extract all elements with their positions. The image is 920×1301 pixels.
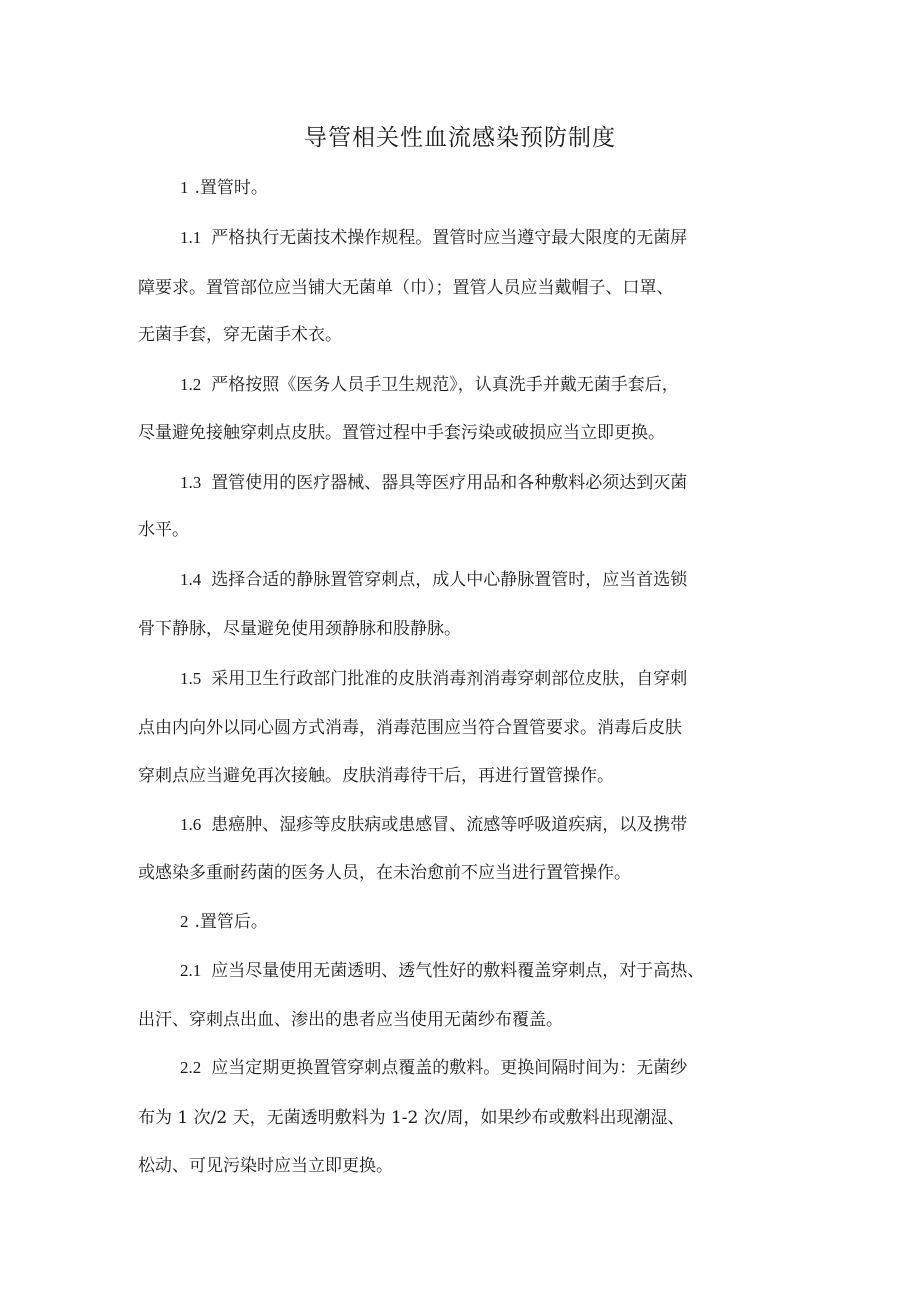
item-text: 应当定期更换置管穿刺点覆盖的敷料。更换间隔时间为：无菌纱: [211, 1058, 688, 1078]
item-text: 选择合适的静脉置管穿刺点，成人中心静脉置管时，应当首选锁: [211, 570, 688, 590]
section-heading: [180, 910, 268, 934]
section-number: 2: [180, 912, 189, 931]
paragraph-line: [180, 568, 687, 592]
item-text: 采用卫生行政部门批准的皮肤消毒剂消毒穿刺部位皮肤，自穿刺: [211, 669, 688, 689]
section-heading: [180, 176, 268, 200]
paragraph-line: [180, 1056, 687, 1080]
item-number: 1.2: [180, 375, 202, 394]
item-text: 严格按照《医务人员手卫生规范》，认真洗手并戴无菌手套后，: [211, 375, 679, 395]
item-text: 严格执行无菌技术操作规程。置管时应当遵守最大限度的无菌屏: [211, 228, 688, 248]
paragraph-line: 骨下静脉，尽量避免使用颈静脉和股静脉。: [138, 619, 461, 639]
section-heading-text: .置管时。: [194, 178, 268, 198]
item-number: 1.5: [180, 669, 202, 688]
paragraph-line: [180, 373, 679, 397]
paragraph-line: 松动、可见污染时应当立即更换。: [138, 1156, 393, 1176]
paragraph-line: 障要求。置管部位应当铺大无菌单（巾）；置管人员应当戴帽子、口罩、: [138, 278, 674, 298]
section-heading-text: .置管后。: [194, 912, 268, 932]
item-text: 患癌肿、湿疹等皮肤病或患感冒、流感等呼吸道疾病，以及携带: [211, 815, 688, 835]
paragraph-line: 或感染多重耐药菌的医务人员，在未治愈前不应当进行置管操作。: [138, 863, 631, 883]
paragraph-line: [180, 226, 687, 250]
paragraph-line: 穿刺点应当避免再次接触。皮肤消毒待干后，再进行置管操作。: [138, 766, 614, 786]
paragraph-line: 出汗、穿刺点出血、渗出的患者应当使用无菌纱布覆盖。: [138, 1010, 563, 1030]
section-number: 1: [180, 178, 189, 197]
item-text: 置管使用的医疗器械、器具等医疗用品和各种敷料必须达到灭菌: [211, 473, 688, 493]
item-number: 2.1: [180, 961, 202, 980]
document-title: 导管相关性血流感染预防制度: [304, 125, 616, 151]
paragraph-line: 水平。: [138, 520, 189, 540]
paragraph-line: [180, 471, 687, 495]
item-text: 应当尽量使用无菌透明、透气性好的敷料覆盖穿刺点，对于高热、: [211, 961, 705, 981]
item-number: 1.3: [180, 473, 202, 492]
paragraph-line: 布为 1 次/2 天，无菌透明敷料为 1-2 次/周，如果纱布或敷料出现潮湿、: [138, 1108, 685, 1128]
item-number: 2.2: [180, 1058, 202, 1077]
item-number: 1.4: [180, 570, 202, 589]
paragraph-line: 尽量避免接触穿刺点皮肤。置管过程中手套污染或破损应当立即更换。: [138, 423, 665, 443]
paragraph-line: [180, 667, 687, 691]
paragraph-line: 点由内向外以同心圆方式消毒，消毒范围应当符合置管要求。消毒后皮肤: [138, 718, 682, 738]
paragraph-line: 无菌手套，穿无菌手术衣。: [138, 325, 342, 345]
item-number: 1.6: [180, 815, 202, 834]
paragraph-line: [180, 813, 687, 837]
paragraph-line: [180, 959, 704, 983]
item-number: 1.1: [180, 228, 202, 247]
